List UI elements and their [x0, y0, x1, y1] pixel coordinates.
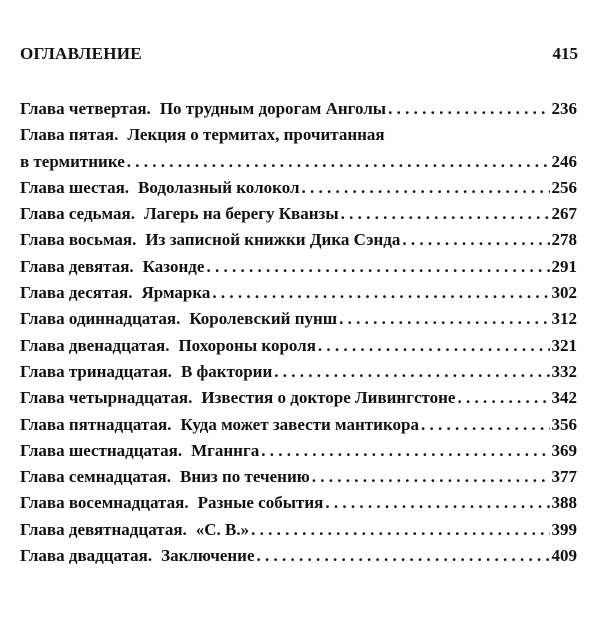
toc-chapter-label: Глава семнадцатая.	[20, 467, 171, 487]
dot-leader	[274, 359, 549, 385]
dot-leader	[339, 306, 549, 332]
dot-leader	[341, 201, 550, 227]
dot-leader	[421, 412, 550, 438]
toc-chapter-title: Мганнга	[191, 440, 260, 460]
dot-leader	[302, 175, 550, 201]
toc-entry-19	[20, 517, 577, 543]
toc-entry-16	[20, 438, 577, 464]
toc-entry-9	[20, 254, 577, 280]
dot-leader	[206, 254, 549, 280]
toc-entry-5	[20, 122, 577, 175]
toc-chapter-title: Ярмарка	[141, 283, 211, 303]
toc-chapter-label: Глава одиннадцатая.	[20, 309, 181, 329]
toc-chapter-title: Лагерь на берегу Кванзы	[143, 204, 339, 224]
toc-entry-10	[20, 280, 577, 306]
toc-chapter-title: Водолазный колокол	[138, 177, 300, 197]
toc-page-number: 377	[551, 467, 577, 487]
toc-page-number: 291	[551, 256, 577, 276]
toc-chapter-title: Разные события	[197, 493, 324, 513]
toc-entry-13	[20, 359, 577, 385]
toc-page-number: 312	[551, 309, 577, 329]
toc-chapter-label: Глава двенадцатая.	[20, 335, 170, 355]
toc-page-number: 321	[551, 335, 577, 355]
table-of-contents	[20, 96, 577, 569]
toc-chapter-label: Глава четырнадцатая.	[20, 388, 193, 408]
toc-chapter-label: Глава шестнадцатая.	[20, 440, 183, 460]
dot-leader	[325, 490, 549, 516]
toc-page-number: 369	[551, 440, 577, 460]
toc-entry-6	[20, 175, 577, 201]
toc-page-number: 356	[551, 414, 577, 434]
toc-entry-18	[20, 490, 577, 516]
toc-entry-12	[20, 333, 577, 359]
toc-chapter-title: «С. В.»	[195, 519, 250, 539]
toc-page-number: 256	[551, 177, 577, 197]
toc-chapter-label: Глава девятая.	[20, 256, 134, 276]
toc-chapter-title: Известия о докторе Ливингстоне	[201, 388, 456, 408]
toc-page-number: 388	[551, 493, 577, 513]
dot-leader	[388, 96, 549, 122]
toc-chapter-label: Глава тринадцатая.	[20, 361, 172, 381]
toc-entry-11	[20, 306, 577, 332]
toc-chapter-title: Королевский пунш	[189, 309, 338, 329]
dot-leader	[312, 464, 550, 490]
toc-entry-20	[20, 543, 577, 569]
toc-chapter-label: Глава восемнадцатая.	[20, 493, 189, 513]
toc-chapter-title: По трудным дорогам Анголы	[159, 99, 387, 118]
toc-chapter-title: Куда может завести мантикора	[180, 414, 419, 434]
toc-entry-17	[20, 464, 577, 490]
toc-page-number: 342	[551, 388, 577, 408]
toc-page-number: 278	[551, 230, 577, 250]
toc-entry-15	[20, 412, 577, 438]
dot-leader	[457, 385, 549, 411]
toc-page-number: 399	[551, 519, 577, 539]
dot-leader	[318, 333, 550, 359]
toc-chapter-label: Глава девятнадцатая.	[20, 519, 187, 539]
toc-chapter-title: Заключение	[161, 546, 255, 566]
toc-entry-8	[20, 227, 577, 253]
toc-chapter-label: Глава десятая.	[20, 283, 133, 303]
toc-chapter-title: Из записной книжки Дика Сэнда	[145, 230, 401, 250]
page-number: 415	[552, 44, 578, 63]
toc-entry-7	[20, 201, 577, 227]
toc-chapter-title-line1: Лекция о термитах, прочитанная	[127, 125, 385, 145]
toc-chapter-label: Глава седьмая.	[20, 204, 135, 224]
toc-page-number: 267	[551, 204, 577, 224]
toc-chapter-title: Вниз по течению	[180, 467, 310, 487]
dot-leader	[212, 280, 549, 306]
toc-chapter-label: Глава пятая.	[20, 125, 119, 145]
toc-chapter-label: Глава восьмая.	[20, 230, 137, 250]
toc-chapter-label: Глава пятнадцатая.	[20, 414, 172, 434]
toc-page-number: 302	[551, 283, 577, 303]
section-title: ОГЛАВЛЕНИЕ	[20, 44, 142, 63]
toc-page-number: 409	[551, 546, 577, 566]
toc-chapter-label: Глава четвертая.	[20, 99, 151, 118]
dot-leader	[261, 438, 549, 464]
toc-chapter-label: Глава шестая.	[20, 177, 130, 197]
dot-leader	[402, 227, 549, 253]
dot-leader	[257, 543, 550, 569]
toc-page-number: 236	[551, 99, 577, 118]
toc-chapter-title: Казонде	[142, 256, 205, 276]
dot-leader	[127, 149, 550, 175]
toc-chapter-label: Глава двадцатая.	[20, 546, 153, 566]
toc-page-number: 246	[551, 151, 577, 171]
toc-chapter-title: в термитнике	[20, 151, 125, 171]
toc-page-number: 332	[551, 361, 577, 381]
toc-chapter-title: Похороны короля	[178, 335, 316, 355]
toc-entry-14	[20, 385, 577, 411]
toc-chapter-title: В фактории	[180, 361, 273, 381]
running-head	[20, 44, 578, 70]
toc-entry-4	[20, 96, 577, 122]
dot-leader	[251, 517, 549, 543]
